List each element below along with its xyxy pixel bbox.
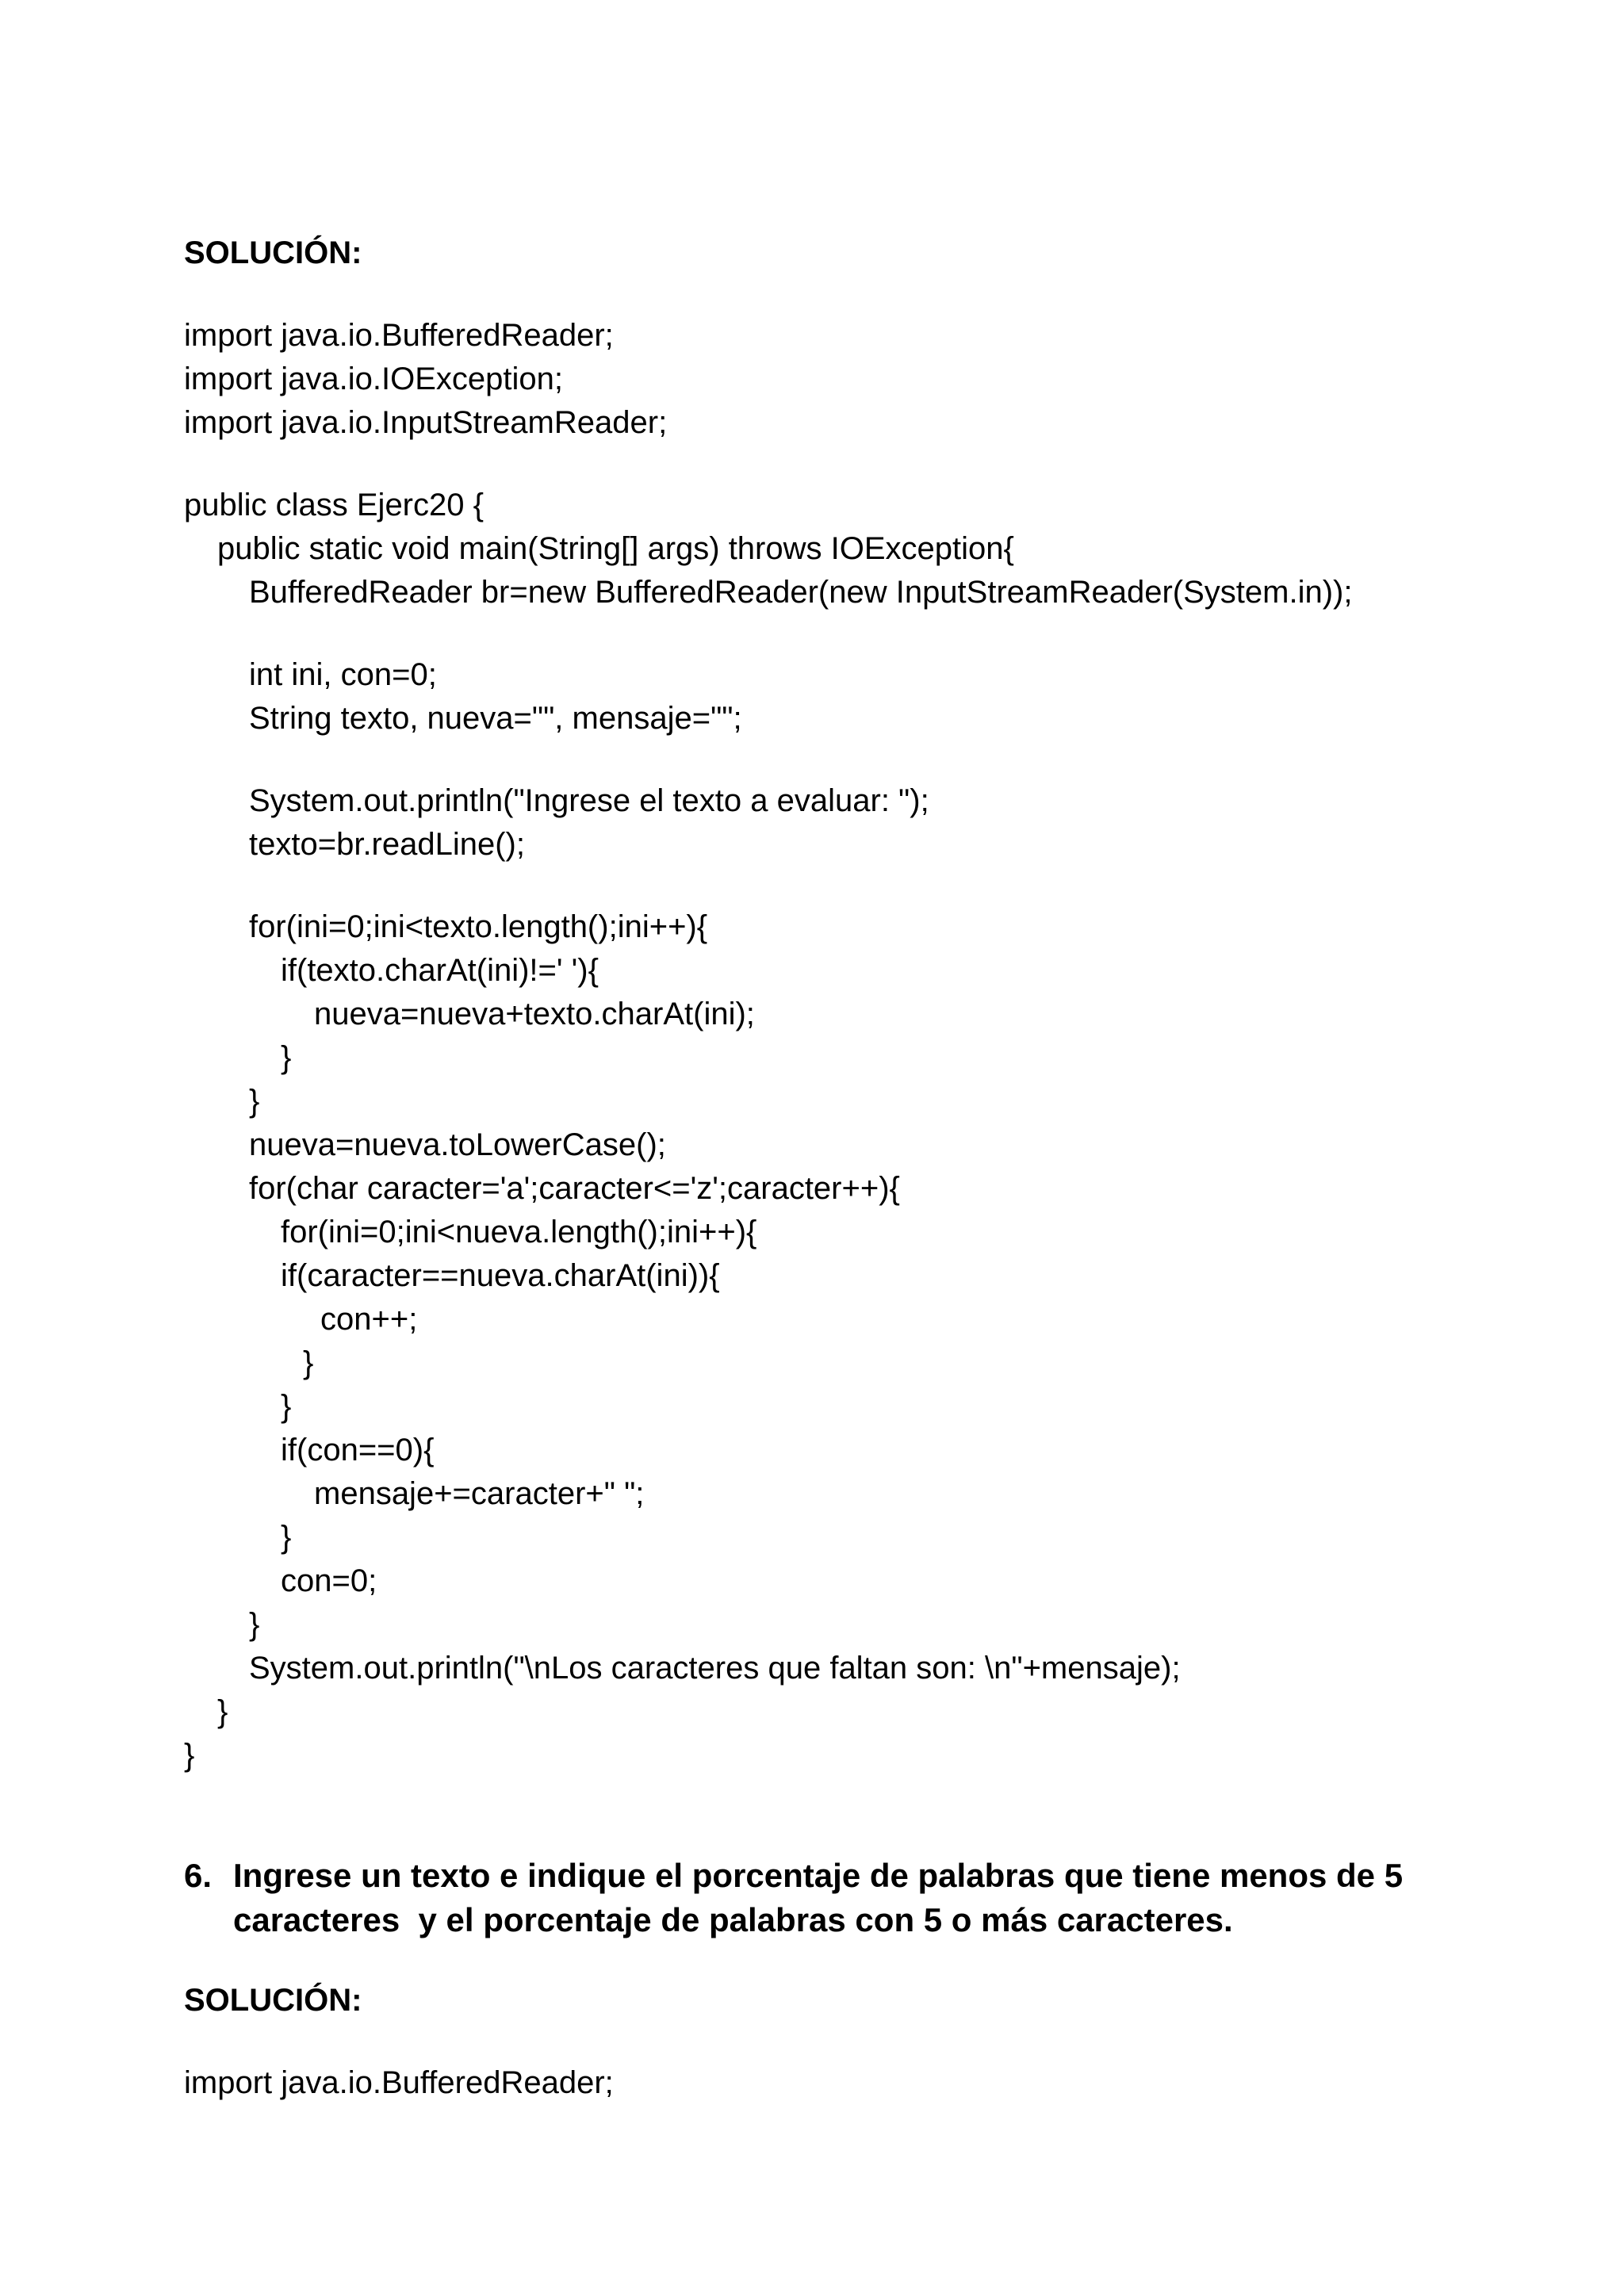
code-line: public class Ejerc20 { — [184, 488, 484, 522]
code-line: import java.io.BufferedReader; — [184, 2065, 614, 2100]
code-line: import java.io.IOException; — [184, 362, 563, 396]
code-line: nueva=nueva+texto.charAt(ini); — [314, 997, 755, 1031]
code-line: con=0; — [281, 1563, 377, 1598]
code-line: mensaje+=caracter+" "; — [314, 1476, 645, 1511]
code-line: } — [303, 1345, 314, 1380]
code-line: texto=br.readLine(); — [249, 827, 525, 862]
code-line: con++; — [320, 1302, 418, 1337]
code-line: for(ini=0;ini<nueva.length();ini++){ — [281, 1215, 757, 1249]
code-line: } — [281, 1040, 292, 1075]
code-line: if(texto.charAt(ini)!=' '){ — [281, 953, 599, 988]
code-line: int ini, con=0; — [249, 657, 437, 692]
code-line: if(con==0){ — [281, 1433, 435, 1468]
code-line: nueva=nueva.toLowerCase(); — [249, 1127, 666, 1162]
code-line: BufferedReader br=new BufferedReader(new InputStreamReader(System.in)); — [249, 575, 1353, 610]
code-line: for(ini=0;ini<texto.length();ini++){ — [249, 909, 708, 944]
code-line: } — [184, 1738, 195, 1773]
code-line: } — [249, 1607, 260, 1642]
exercise-text-line: caracteres y el porcentaje de palabras con 5 o más caracteres. — [233, 1901, 1233, 1938]
code-line: String texto, nueva="", mensaje=""; — [249, 701, 742, 736]
code-line: } — [281, 1389, 292, 1424]
exercise-number: 6. — [184, 1857, 213, 1894]
code-line: } — [249, 1084, 260, 1119]
code-line: if(caracter==nueva.charAt(ini)){ — [281, 1258, 720, 1293]
code-line: import java.io.BufferedReader; — [184, 318, 614, 353]
exercise-text-line: Ingrese un texto e indique el porcentaje de palabras que tiene menos de 5 — [233, 1857, 1404, 1894]
code-line: System.out.println("Ingrese el texto a evaluar: "); — [249, 783, 929, 818]
code-line: System.out.println("\nLos caracteres que faltan son: \n"+mensaje); — [249, 1651, 1181, 1686]
code-line: } — [217, 1694, 228, 1729]
code-line: } — [281, 1520, 292, 1555]
code-line: import java.io.InputStreamReader; — [184, 405, 668, 440]
code-line: public static void main(String[] args) throws IOException{ — [217, 531, 1014, 566]
code-line: for(char caracter='a';caracter<='z';caracter++){ — [249, 1171, 900, 1206]
solution-heading: SOLUCIÓN: — [184, 1983, 362, 2018]
solution-heading: SOLUCIÓN: — [184, 235, 362, 270]
